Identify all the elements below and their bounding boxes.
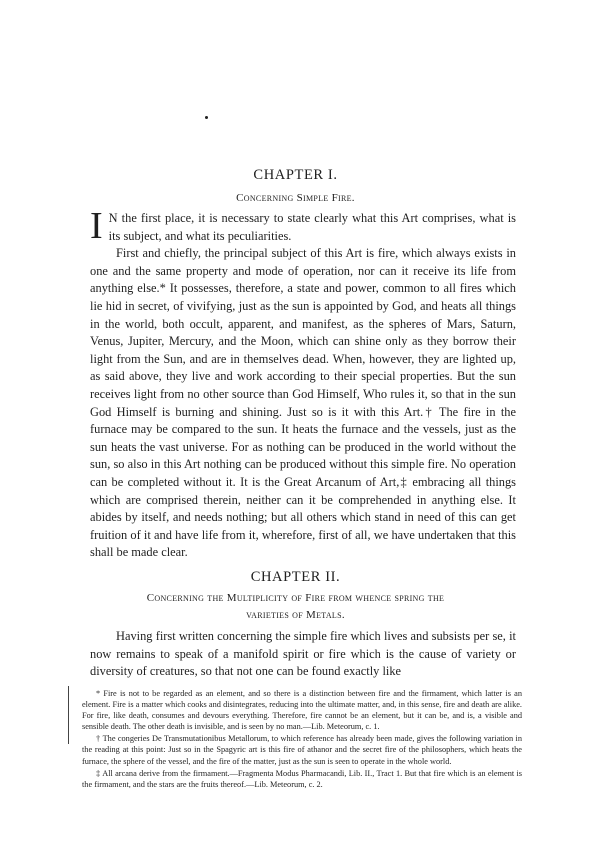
chapter-2-title: CHAPTER II. xyxy=(250,569,341,585)
chapter-2-body xyxy=(90,628,516,681)
footnote-1: * Fire is not to be regarded as an element, and so there is a distinction between fire and the firmament, which latter is an element. Fire is a matter which cooks and disintegrates, reducing into the ultimate matter, and, in this sense, fire and death are alike. For fire, like death, consumes and devours everything. Therefore, fire cannot be an element, but it can be, and is, a visible and sensible death. The other death is invisible, and is seen by no man.—Lib. Meteorum, c. 1. xyxy=(82,689,522,732)
chapter-2-paragraph-1: Having first written concerning the simple fire which lives and subsists per se, it now remains to speak of a manifold spirit or fire which is the cause of variety or diversity of creatures, so that not one can be found exactly like xyxy=(90,629,516,679)
chapter-2-subtitle-line-2: varieties of Metals. xyxy=(246,609,345,621)
footnote-2: † The congeries De Transmutationibus Metallorum, to which reference has already been made, gives the following variation in the reading at this point: Just so in the Spagyric art is this fire of athanor and the secret fire of the philosophers, which heats the furnace, the sphere of the vessel, and the fire of the matter, just as the sun is seen to operate in the whole world. xyxy=(82,734,522,766)
chapter-1-body xyxy=(90,205,516,562)
chapter-1-paragraph-1 xyxy=(90,205,516,247)
drop-cap: I xyxy=(90,205,103,247)
chapter-1-title: CHAPTER I. xyxy=(253,167,338,183)
chapter-2-subtitle-line-1: Concerning the Multiplicity of Fire from whence spring the xyxy=(146,592,445,604)
chapter-1-subtitle: Concerning Simple Fire. xyxy=(236,192,355,204)
paragraph-1-text: N the first place, it is necessary to state clearly what this Art comprises, what is its subject, and what its peculiarities. xyxy=(108,211,516,243)
ink-speck xyxy=(205,116,208,119)
chapter-1-paragraph-2: First and chiefly, the principal subject of this Art is fire, which always exists in one and the same property and mode of operation, nor can it receive its life from anything else.* It possesses, therefore, a state and power, common to all fires which lie hid in secret, of vivifying, just as the sun is appointed by God, and heats all things in the world, both occult, apparent, and manifest, as the spheres of Mars, Saturn, Venus, Jupiter, Mercury, and the Moon, which can shine only as they borrow their light from the Sun, and are in themselves dead. When, however, they are lighted up, as said above, they live and work according to their special properties. But the sun receives light from no other source than God Himself, Who rules it, so that in the sun God Himself is burning and shining. Just so is it with this Art.† The fire in the furnace may be compared to the sun. It heats the furnace and the vessels, just as the sun heats the vast universe. For as nothing can be produced in the world without the sun, so also in this Art nothing can be produced without this simple fire. No operation can be completed without it. It is the Great Arcanum of Art,‡ embracing all things which are comprised therein, neither can it be comprehended in anything else. It abides by itself, and needs nothing; but all others which stand in need of this can get fruition of it and have life from it, wherefore, first of all, we have undertaken that this shall be made clear. xyxy=(90,246,516,560)
footnote-3: ‡ All arcana derive from the firmament.—Fragmenta Modus Pharmacandi, Lib. II., Tract 1. But that fire which is an element is the firmament, and the stars are the fruits thereof.—Lib. Meteorum, c. 2. xyxy=(82,768,522,789)
margin-mark xyxy=(68,686,69,744)
chapter-2-subtitle xyxy=(0,590,591,624)
footnotes xyxy=(82,688,522,791)
